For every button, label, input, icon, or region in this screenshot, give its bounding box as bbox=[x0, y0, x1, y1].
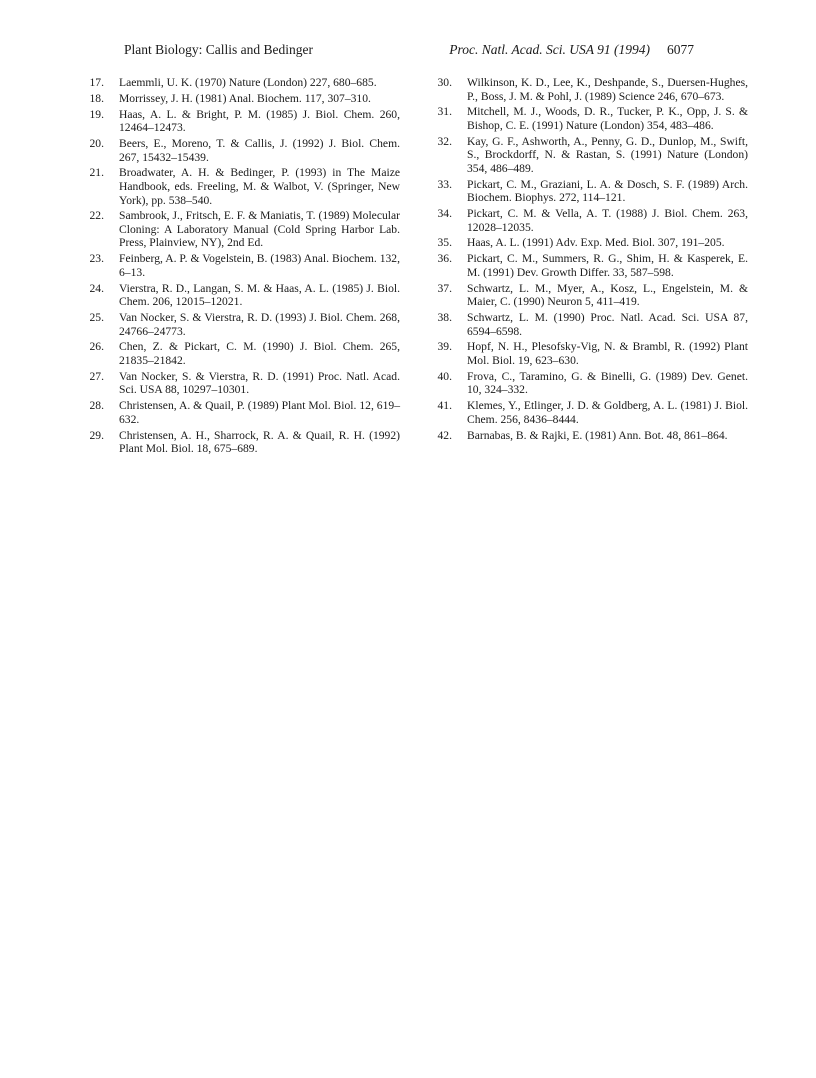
reference-item bbox=[430, 105, 748, 132]
reference-number: 34. bbox=[437, 207, 452, 221]
reference-number: 22. bbox=[89, 209, 104, 223]
references-right-column bbox=[430, 76, 748, 444]
header-journal: Proc. Natl. Acad. Sci. USA 91 (1994) bbox=[449, 42, 650, 57]
reference-number: 35. bbox=[437, 236, 452, 250]
reference-text: Klemes, Y., Etlinger, J. D. & Goldberg, A. L. (1981) J. Biol. Chem. 256, 8436–8444. bbox=[467, 399, 748, 426]
references-left-column bbox=[82, 76, 400, 458]
reference-item bbox=[82, 370, 400, 397]
reference-item bbox=[82, 282, 400, 309]
reference-item bbox=[82, 76, 400, 90]
reference-item bbox=[82, 166, 400, 207]
reference-text: Wilkinson, K. D., Lee, K., Deshpande, S., Duersen-Hughes, P., Boss, J. M. & Pohl, J. (1989) Science 246, 670–673. bbox=[467, 76, 748, 103]
reference-item bbox=[430, 76, 748, 103]
running-header bbox=[124, 42, 694, 60]
reference-text: Haas, A. L. (1991) Adv. Exp. Med. Biol. 307, 191–205. bbox=[467, 236, 725, 250]
reference-number: 28. bbox=[89, 399, 104, 413]
reference-item bbox=[430, 311, 748, 338]
reference-text: Van Nocker, S. & Vierstra, R. D. (1991) Proc. Natl. Acad. Sci. USA 88, 10297–10301. bbox=[119, 369, 400, 397]
reference-number: 18. bbox=[89, 91, 104, 105]
reference-number: 40. bbox=[437, 369, 452, 383]
reference-number: 42. bbox=[437, 428, 452, 442]
reference-number: 32. bbox=[437, 134, 452, 148]
reference-item bbox=[82, 209, 400, 250]
reference-text: Haas, A. L. & Bright, P. M. (1985) J. Biol. Chem. 260, 12464–12473. bbox=[119, 107, 400, 135]
reference-text: Hopf, N. H., Plesofsky-Vig, N. & Brambl, R. (1992) Plant Mol. Biol. 19, 623–630. bbox=[467, 340, 748, 367]
reference-text: Beers, E., Moreno, T. & Callis, J. (1992) J. Biol. Chem. 267, 15432–15439. bbox=[119, 136, 400, 164]
reference-text: Schwartz, L. M. (1990) Proc. Natl. Acad. Sci. USA 87, 6594–6598. bbox=[467, 311, 748, 338]
reference-number: 26. bbox=[89, 340, 104, 354]
reference-text: Van Nocker, S. & Vierstra, R. D. (1993) J. Biol. Chem. 268, 24766–24773. bbox=[119, 311, 400, 338]
reference-number: 20. bbox=[89, 136, 104, 150]
reference-text: Pickart, C. M., Graziani, L. A. & Dosch, S. F. (1989) Arch. Biochem. Biophys. 272, 114–121. bbox=[467, 177, 748, 205]
page-number: 6077 bbox=[667, 42, 694, 57]
reference-item bbox=[430, 429, 748, 443]
reference-item bbox=[82, 429, 400, 456]
reference-number: 29. bbox=[89, 428, 104, 442]
reference-number: 37. bbox=[437, 281, 452, 295]
reference-text: Mitchell, M. J., Woods, D. R., Tucker, P. K., Opp, J. S. & Bishop, C. E. (1991) Nature (London) 354, 483–486. bbox=[467, 105, 748, 132]
reference-text: Christensen, A. & Quail, P. (1989) Plant Mol. Biol. 12, 619–632. bbox=[119, 399, 400, 426]
reference-item bbox=[430, 399, 748, 426]
reference-item bbox=[430, 370, 748, 397]
reference-text: Frova, C., Taramino, G. & Binelli, G. (1989) Dev. Genet. 10, 324–332. bbox=[467, 369, 748, 397]
reference-item bbox=[430, 340, 748, 367]
reference-text: Schwartz, L. M., Myer, A., Kosz, L., Engelstein, M. & Maier, C. (1990) Neuron 5, 411–419. bbox=[467, 281, 748, 309]
reference-number: 38. bbox=[437, 311, 452, 324]
header-title: Plant Biology: Callis and Bedinger bbox=[124, 42, 313, 57]
reference-text: Laemmli, U. K. (1970) Nature (London) 227, 680–685. bbox=[119, 76, 377, 89]
reference-number: 23. bbox=[89, 252, 104, 266]
reference-number: 39. bbox=[437, 340, 452, 354]
reference-text: Christensen, A. H., Sharrock, R. A. & Quail, R. H. (1992) Plant Mol. Biol. 18, 675–689. bbox=[119, 428, 400, 456]
reference-number: 17. bbox=[89, 76, 104, 89]
reference-item bbox=[82, 399, 400, 426]
reference-item bbox=[430, 282, 748, 309]
reference-number: 41. bbox=[437, 399, 452, 413]
reference-text: Broadwater, A. H. & Bedinger, P. (1993) in The Maize Handbook, eds. Freeling, M. & Walbot, V. (Springer, New York), pp. 538–540. bbox=[119, 166, 400, 207]
reference-number: 19. bbox=[89, 107, 104, 121]
reference-item bbox=[82, 252, 400, 279]
reference-text: Chen, Z. & Pickart, C. M. (1990) J. Biol. Chem. 265, 21835–21842. bbox=[119, 340, 400, 367]
reference-item bbox=[82, 92, 400, 106]
reference-item bbox=[430, 207, 748, 234]
reference-number: 31. bbox=[437, 105, 452, 119]
reference-text: Vierstra, R. D., Langan, S. M. & Haas, A. L. (1985) J. Biol. Chem. 206, 12015–12021. bbox=[119, 281, 400, 309]
reference-text: Feinberg, A. P. & Vogelstein, B. (1983) Anal. Biochem. 132, 6–13. bbox=[119, 252, 400, 279]
reference-item bbox=[430, 236, 748, 250]
reference-number: 30. bbox=[437, 76, 452, 89]
reference-item bbox=[430, 252, 748, 279]
reference-number: 33. bbox=[437, 177, 452, 191]
reference-text: Morrissey, J. H. (1981) Anal. Biochem. 117, 307–310. bbox=[119, 91, 371, 105]
reference-number: 21. bbox=[89, 166, 104, 180]
reference-text: Pickart, C. M. & Vella, A. T. (1988) J. Biol. Chem. 263, 12028–12035. bbox=[467, 207, 748, 234]
reference-item bbox=[82, 311, 400, 338]
reference-text: Pickart, C. M., Summers, R. G., Shim, H. & Kasperek, E. M. (1991) Dev. Growth Differ. 33, 587–598. bbox=[467, 252, 748, 279]
reference-number: 27. bbox=[89, 369, 104, 383]
reference-number: 24. bbox=[89, 281, 104, 295]
reference-text: Sambrook, J., Fritsch, E. F. & Maniatis, T. (1989) Molecular Cloning: A Laboratory Manual (Cold Spring Harbor Lab. Press, Plainview, NY), 2nd Ed. bbox=[119, 209, 400, 250]
reference-text: Kay, G. F., Ashworth, A., Penny, G. D., Dunlop, M., Swift, S., Brockdorff, N. & Rastan, S. (1991) Nature (London) 354, 486–489. bbox=[467, 134, 748, 175]
reference-item bbox=[82, 108, 400, 135]
reference-number: 36. bbox=[437, 252, 452, 266]
reference-text: Barnabas, B. & Rajki, E. (1981) Ann. Bot. 48, 861–864. bbox=[467, 428, 728, 442]
reference-item bbox=[82, 137, 400, 164]
reference-item bbox=[430, 178, 748, 205]
reference-item bbox=[430, 135, 748, 176]
reference-number: 25. bbox=[89, 311, 104, 324]
reference-item bbox=[82, 340, 400, 367]
